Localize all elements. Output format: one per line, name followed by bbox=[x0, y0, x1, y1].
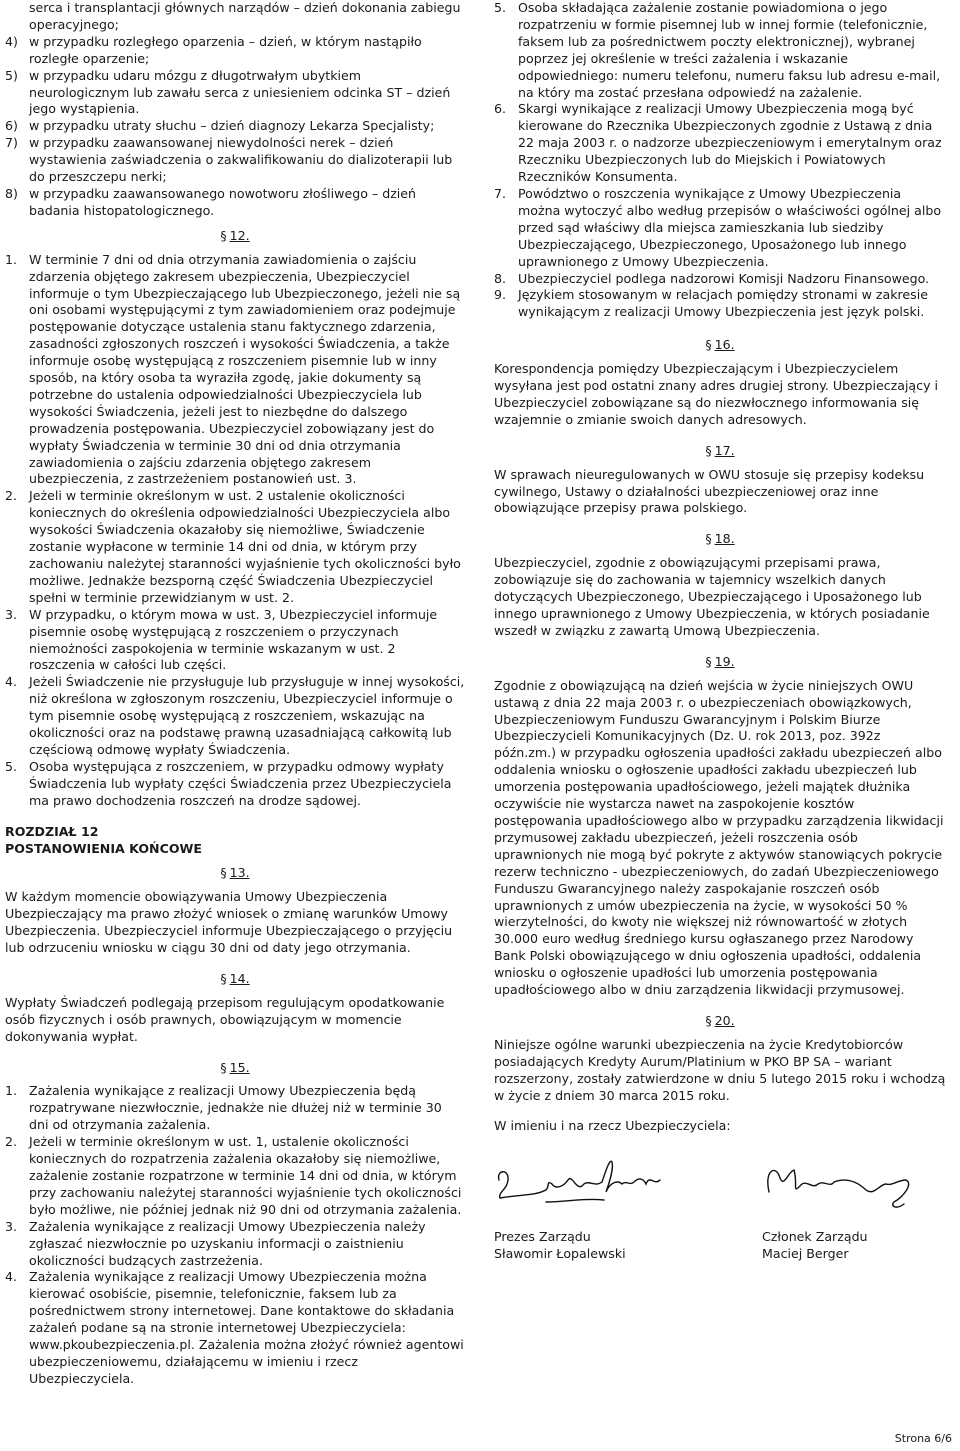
list-item-number: 3. bbox=[5, 606, 18, 622]
list-item-text: Jeżeli w terminie określonym w ust. 1, ustalenie okoliczności koniecznych do rozpatrzenia zażalenia okazałoby się niemożliwe, zażalenie zostanie rozpatrzone w terminie 14 dni od dnia, w którym przy zachowaniu należytej staranności wyjaśnienie tych okoliczności było możliwe, nie później jednak niż 90 dni od otrzymania zażalenia. bbox=[29, 1134, 462, 1217]
section-19-heading: § 19. bbox=[705, 653, 735, 669]
list-item-number: 7. bbox=[494, 185, 507, 201]
chapter-number: ROZDZIAŁ 12 bbox=[5, 823, 99, 839]
intro-continuation bbox=[5, 0, 465, 34]
list-item bbox=[5, 759, 465, 810]
section-17-heading: § 17. bbox=[705, 442, 735, 458]
chapter-title: POSTANOWIENIA KOŃCOWE bbox=[5, 840, 203, 856]
list-item bbox=[5, 674, 465, 759]
list-item-text: w przypadku utraty słuchu – dzień diagnozy Lekarza Specjalisty; bbox=[29, 118, 435, 134]
list-item bbox=[5, 1269, 465, 1387]
list-item-text: W przypadku, o którym mowa w ust. 3, Ubezpieczyciel informuje pisemnie osobę występującą z roszczeniem o przyczynach niemożności zaspokojenia w terminie wskazanym w ust. 2 roszczenia w całości lub części. bbox=[29, 606, 438, 673]
list-item-text: w przypadku zaawansowanej niewydolności nerek – dzień wystawienia zaświadczenia o zakwalifikowaniu do dializoterapii lub do przeszczepu nerki; bbox=[29, 135, 453, 185]
list-item-number: 8) bbox=[5, 185, 18, 201]
right-column bbox=[494, 0, 946, 1135]
section-15-list-continued bbox=[494, 0, 946, 321]
section-12-list bbox=[5, 252, 465, 810]
section-13-heading: § 13. bbox=[220, 865, 250, 881]
list-item-text: W terminie 7 dni od dnia otrzymania zawiadomienia o zajściu zdarzenia objętego zakresem ubezpieczenia, Ubezpieczyciel informuje o tym Ubezpieczającego lub Ubezpieczonego, jeżeli nie są oni osobami występującymi z tym zawiadomieniem oraz podejmuje postępowanie dotyczące ustalenia stanu faktycznego zdarzenia, zasadności zgłoszonych roszczeń i wysokości Świadczenia, a także informuje osobę występującą z roszczeniem pisemnie lub w inny sposób, na który osoba ta wyraziła zgodę, jakie dokumenty są potrzebne do ustalenia odpowiedzialności Ubezpieczyciela lub wysokości Świadczenia, jeżeli jest to niezbędne do dalszego prowadzenia postępowania. Ubezpieczyciel zobowiązany jest do wypłaty Świadczenia w terminie 30 dni od dnia otrzymania zawiadomienia o zajściu zdarzenia objętego zakresem ubezpieczenia, z zastrzeżeniem postanowień ust. 3. bbox=[29, 251, 461, 487]
list-item-number: 4. bbox=[5, 1269, 18, 1285]
signature-2 bbox=[768, 1170, 909, 1207]
list-item-number: 5. bbox=[494, 0, 507, 15]
list-item-text: Zażalenia wynikające z realizacji Umowy Ubezpieczenia będą rozpatrywane niezwłocznie, jednakże nie dłużej niż w terminie 30 dni od otrzymania zażalenia. bbox=[29, 1083, 442, 1133]
left-column bbox=[5, 0, 465, 1388]
list-item bbox=[5, 135, 465, 186]
section-20-heading: § 20. bbox=[705, 1012, 735, 1028]
section-13-text: W każdym momencie obowiązywania Umowy Ubezpieczenia Ubezpieczający ma prawo złożyć wniosek o zmianę warunków Umowy Ubezpieczenia. Ubezpieczyciel informuje Ubezpieczającego o przyjęciu lub odrzuceniu wniosku w ciągu 30 dni od daty jego otrzymania. bbox=[5, 889, 453, 956]
list-item-number: 4) bbox=[5, 33, 18, 49]
list-item-text: Osoba składająca zażalenie zostanie powiadomiona o jego rozpatrzeniu w formie pisemnej lub w innej formie (telefonicznie, faksem lub za pośrednictwem poczty elektronicznej), wybranej poprzez jej określenie w treści zażalenia i wskazanie odpowiedniego: numeru telefonu, numeru faksu lub adresu e-mail, na który ma zostać przesłana odpowiedź na zażalenie. bbox=[518, 0, 941, 100]
list-item bbox=[5, 607, 465, 675]
list-item-text: Jeżeli w terminie określonym w ust. 2 ustalenie okoliczności koniecznych do określenia odpowiedzialności Ubezpieczyciela albo wysokości Świadczenia okazałoby się niemożliwe, Świadczenie zostanie wypłacone w terminie 14 dni od dnia, w którym przy zachowaniu należytej staranności wyjaśnienie tych okoliczności było możliwe. Jednakże bezsporną część Świadczenia Ubezpieczyciel spełni w terminie przewidzianym w ust. 2. bbox=[29, 488, 461, 605]
list-item-number: 1. bbox=[5, 251, 18, 267]
section-18-text: Ubezpieczyciel, zgodnie z obowiązującymi przepisami prawa, zobowiązuje się do zachowania w tajemnicy wszelkich danych dotyczących Ubezpieczonego, Ubezpieczającego i Uposażonego lub innego uprawnionego z Umowy Ubezpieczenia, w których posiadanie wszedł w związku z zawartą Umową Ubezpieczenia. bbox=[494, 555, 930, 638]
signer-2 bbox=[762, 1228, 868, 1262]
list-item-number: 2. bbox=[5, 488, 18, 504]
list-item bbox=[5, 68, 465, 119]
list-item-number: 1. bbox=[5, 1083, 18, 1099]
list-item-number: 6) bbox=[5, 118, 18, 134]
list-item-number: 5) bbox=[5, 67, 18, 83]
section-15-heading: § 15. bbox=[220, 1059, 250, 1075]
list-item bbox=[5, 488, 465, 606]
list-item bbox=[5, 1219, 465, 1270]
list-item bbox=[5, 1134, 465, 1219]
section-18-heading: § 18. bbox=[705, 531, 735, 547]
list-item bbox=[5, 186, 465, 220]
section-14-text: Wypłaty Świadczeń podlegają przepisom regulującym opodatkowanie osób fizycznych i osób prawnych, obowiązującym w momencie dokonywania wypłat. bbox=[5, 994, 445, 1044]
list-items-4-8 bbox=[5, 34, 465, 220]
section-16-heading: § 16. bbox=[705, 337, 735, 353]
signer-1-role: Prezes Zarządu bbox=[494, 1229, 591, 1244]
section-17-text: W sprawach nieuregulowanych w OWU stosuje się przepisy kodeksu cywilnego, Ustawy o działalności ubezpieczeniowej oraz inne obowiązujące przepisy prawa polskiego. bbox=[494, 466, 925, 516]
list-item bbox=[494, 101, 946, 186]
list-item-text: Zażalenia wynikające z realizacji Umowy Ubezpieczenia należy zgłaszać niezwłocznie po uzyskaniu informacji o zaistnieniu okoliczności budzących zastrzeżenia. bbox=[29, 1218, 426, 1268]
list-item bbox=[5, 34, 465, 68]
list-item bbox=[494, 186, 946, 271]
list-item-text: Językiem stosowanym w relacjach pomiędzy stronami w zakresie wynikającym z realizacji Umowy Ubezpieczenia jest język polski. bbox=[518, 287, 928, 320]
list-item-number: 4. bbox=[5, 674, 18, 690]
list-item-text: Powództwo o roszczenia wynikające z Umowy Ubezpieczenia można wytoczyć albo według przepisów o właściwości ogólnej albo przed sąd właściwy dla miejsca zamieszkania lub siedziby Ubezpieczającego, Ubezpieczonego, Uposażonego lub innego uprawnionego z Umowy Ubezpieczenia. bbox=[518, 185, 942, 269]
list-item-text: w przypadku rozległego oparzenia – dzień, w którym nastąpiło rozległe oparzenie; bbox=[29, 33, 422, 66]
list-item bbox=[5, 118, 465, 135]
list-item-text: w przypadku zaawansowanego nowotworu złośliwego – dzień badania histopatologicznego. bbox=[29, 185, 417, 218]
section-19-text: Zgodnie z obowiązującą na dzień wejścia w życie niniejszych OWU ustawą z dnia 22 maja 2003 r. o ubezpieczeniach obowiązkowych, Ubezpieczeniowym Funduszu Gwarancyjnym i Polskim Biurze Ubezpieczycieli Komunikacyjnych (Dz. U. rok 2013, poz. 392z późn.zm.) w przypadku ogłoszenia upadłości zakładu ubezpieczeń albo oddalenia wniosku o ogłoszenie upadłości zakładu ubezpieczeń lub umorzenia postępowania upadłościowego, jeżeli majątek dłużnika oczywiście nie wystarcza nawet na zaspokojenie kosztów postępowania upadłościowego albo w przypadku zarządzenia likwidacji przymusowej zakładu ubezpieczeń, jeżeli roszczenia osób uprawnionych nie mogą być pokryte z aktywów stanowiących pokrycie rezerw techniczno - ubezpieczeniowych, do zadań Ubezpieczeniowego Funduszu Gwarancyjnego należy zaspokajanie roszczeń osób uprawnionych z umów ubezpieczenia na życie, w wysokości 50 % wierzytelności, do kwoty nie większej niż równowartość w złotych 30.000 euro według średniego kursu ogłaszanego przez Narodowy Bank Polski obowiązującego w dniu ogłoszenia upadłości, oddalenia wniosku o ogłoszenie upadłości lub umorzenia postępowania upadłościowego albo w dniu zarządzenia likwidacji przymusowej. bbox=[494, 677, 944, 998]
on-behalf-text: W imieniu i na rzecz Ubezpieczyciela: bbox=[494, 1118, 731, 1134]
list-item-text: Ubezpieczyciel podlega nadzorowi Komisji Nadzoru Finansowego. bbox=[518, 270, 930, 286]
chapter-heading bbox=[5, 824, 465, 858]
list-item-number: 3. bbox=[5, 1218, 18, 1234]
list-item-number: 8. bbox=[494, 270, 507, 286]
section-16-text: Korespondencja pomiędzy Ubezpieczającym i Ubezpieczycielem wysyłana jest pod ostatni znany adres drugiej strony. Ubezpieczający i Ubezpieczyciel zobowiązane są do niezwłocznego informowania się wzajemnie o zmianie swoich danych adresowych. bbox=[494, 361, 939, 427]
signer-2-role: Członek Zarządu bbox=[762, 1229, 868, 1244]
signers bbox=[494, 1228, 946, 1262]
list-item-text: Zażalenia wynikające z realizacji Umowy Ubezpieczenia można kierować osobiście, pisemnie, telefonicznie, faksem lub za pośrednictwem strony internetowej. Dane kontaktowe do składania zażaleń podane są na stronie internetowej Ubezpieczyciela: www.pkoubezpieczenia.pl. Zażalenia można złożyć również agentowi ubezpieczeniowemu, działającemu w imieniu i rzecz Ubezpieczyciela. bbox=[29, 1269, 464, 1386]
page-number: Strona 6/6 bbox=[894, 1432, 952, 1445]
list-item bbox=[5, 1083, 465, 1134]
signer-2-name: Maciej Berger bbox=[762, 1246, 849, 1261]
list-item bbox=[5, 252, 465, 489]
list-item-number: 6. bbox=[494, 101, 507, 117]
section-20-text: Niniejsze ogólne warunki ubezpieczenia na życie Kredytobiorców posiadających Kredyty Aurum/Platinium w PKO BP SA – wariant rozszerzony, zostały zatwierdzone w dniu 5 lutego 2015 roku i wchodzą w życie z dniem 30 marca 2015 roku. bbox=[494, 1036, 946, 1103]
section-12-heading: § 12. bbox=[220, 227, 250, 243]
list-item-number: 9. bbox=[494, 287, 507, 303]
intro-text: serca i transplantacji głównych narządów – dzień dokonania zabiegu operacyjnego; bbox=[29, 0, 461, 32]
signer-1 bbox=[494, 1228, 762, 1262]
list-item-number: 2. bbox=[5, 1134, 18, 1150]
signer-1-name: Sławomir Łopalewski bbox=[494, 1246, 626, 1261]
list-item-number: 5. bbox=[5, 758, 18, 774]
section-14-heading: § 14. bbox=[220, 970, 250, 986]
section-15-list bbox=[5, 1083, 465, 1387]
signature-1 bbox=[499, 1161, 660, 1198]
list-item bbox=[494, 271, 946, 288]
list-item bbox=[494, 287, 946, 321]
list-item-text: Jeżeli Świadczenie nie przysługuje lub przysługuje w innej wysokości, niż określona w zgłoszonym roszczeniu, Ubezpieczyciel informuje o tym pisemnie osobę występującą z roszczeniem, wskazując na okoliczności oraz na podstawę prawną uzasadniającą całkowitą lub częściową odmowę wypłaty Świadczenia. bbox=[29, 674, 465, 757]
list-item-text: Skargi wynikające z realizacji Umowy Ubezpieczenia mogą być kierowane do Rzecznika Ubezpieczonych zgodnie z Ustawą z dnia 22 maja 2003 r. o nadzorze ubezpieczeniowym i emerytalnym oraz Rzeczniku Ubezpieczonych lub do Miejskich i Powiatowych Rzeczników Konsumenta. bbox=[518, 101, 942, 185]
list-item-text: Osoba występująca z roszczeniem, w przypadku odmowy wypłaty Świadczenia lub wypłaty części Świadczenia przez Ubezpieczyciela ma prawo dochodzenia roszczeń na drodze sądowej. bbox=[29, 758, 452, 808]
list-item-number: 7) bbox=[5, 135, 18, 151]
list-item-text: w przypadku udaru mózgu z długotrwałym ubytkiem neurologicznym lub zawału serca z uniesieniem odcinka ST – dzień jego wystąpienia. bbox=[29, 67, 451, 117]
list-item bbox=[494, 0, 946, 101]
